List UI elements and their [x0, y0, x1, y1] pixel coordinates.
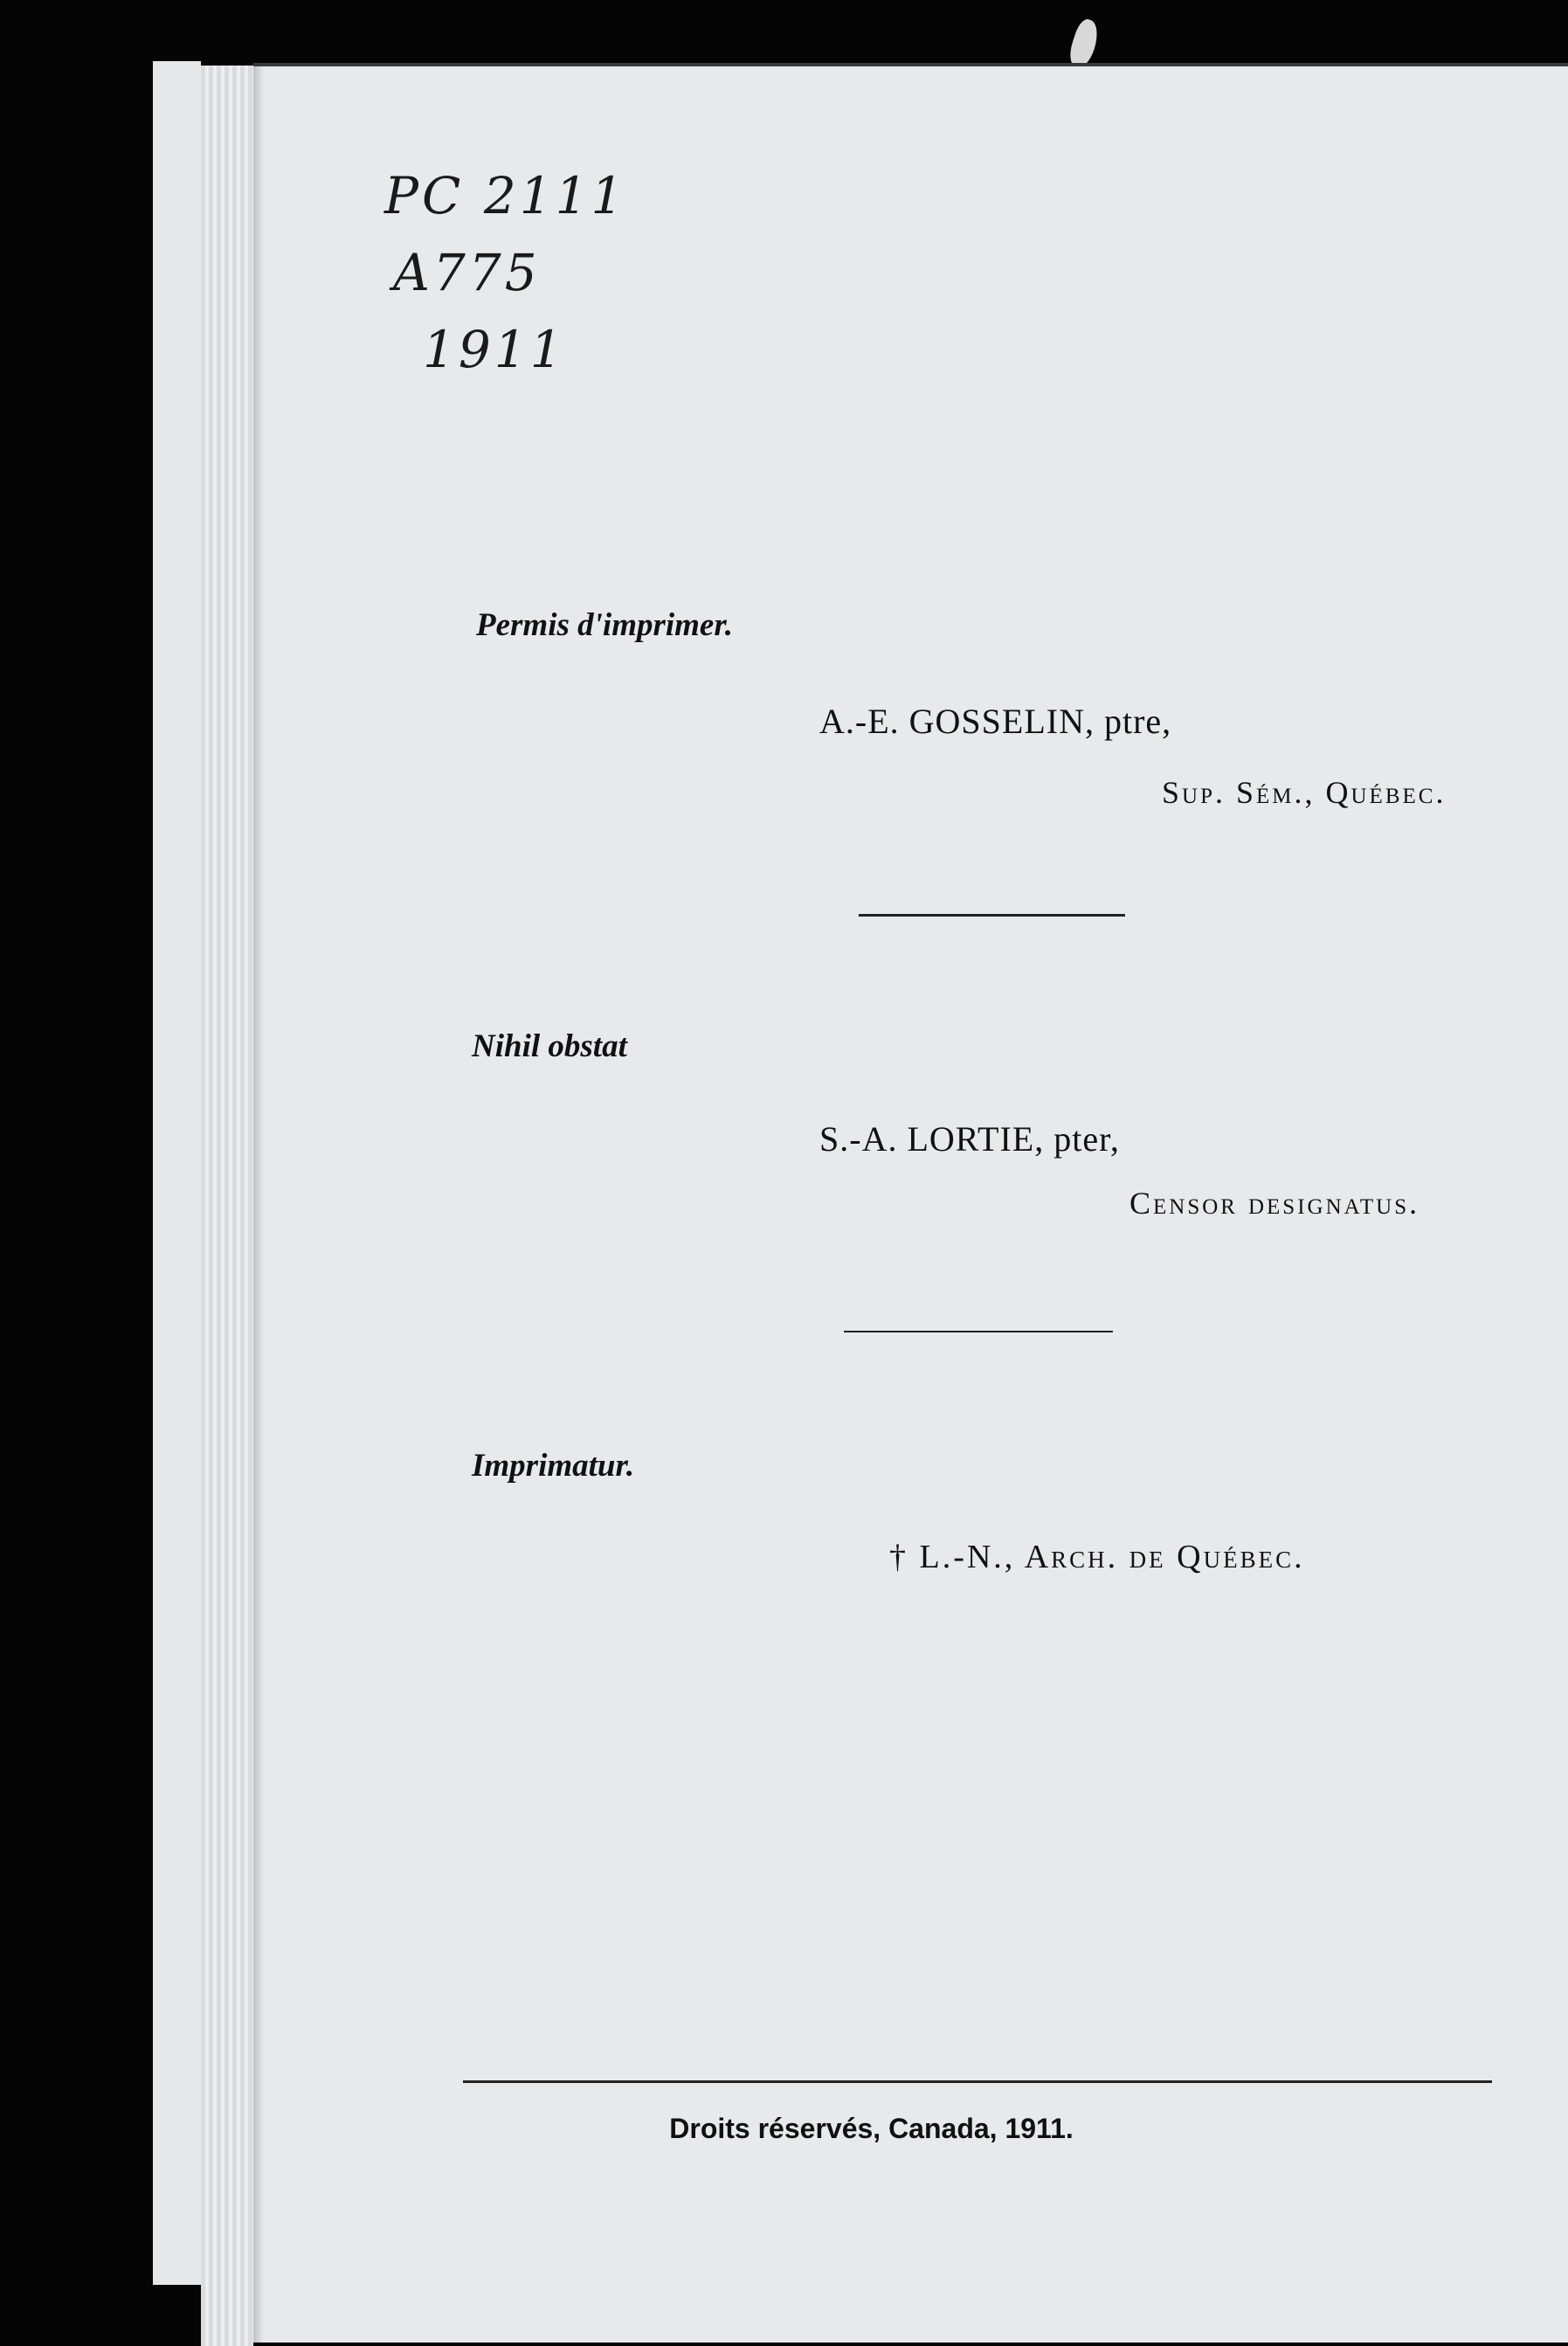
- book-edge-outer: [153, 61, 201, 2285]
- call-number-line-3: 1911: [423, 320, 566, 379]
- imprimatur-label: Imprimatur.: [472, 1448, 635, 1484]
- nihil-obstat-signatory-name: S.-A. LORTIE, pter,: [819, 1119, 1120, 1159]
- handwritten-call-number: [384, 157, 646, 388]
- page-gutter-shadow: [253, 66, 264, 2343]
- section-divider: [844, 1331, 1113, 1332]
- call-number-line-1: PC 2111: [384, 166, 627, 225]
- copyright-notice: Droits réservés, Canada, 1911.: [669, 2113, 1074, 2144]
- section-divider: [859, 914, 1125, 917]
- nihil-obstat-signatory-title: Censor designatus.: [1129, 1186, 1420, 1221]
- imprimatur-signatory: † L.-N., Arch. de Québec.: [889, 1539, 1305, 1575]
- nihil-obstat-label: Nihil obstat: [472, 1028, 627, 1064]
- call-number-line-2: A775: [393, 243, 541, 302]
- permis-signatory-title: Sup. Sém., Québec.: [1162, 775, 1447, 810]
- permis-signatory-name: A.-E. GOSSELIN, ptre,: [819, 702, 1172, 741]
- permis-label: Permis d'imprimer.: [476, 607, 733, 643]
- book-edge-pages: [201, 66, 253, 2346]
- footer-rule: [463, 2080, 1492, 2083]
